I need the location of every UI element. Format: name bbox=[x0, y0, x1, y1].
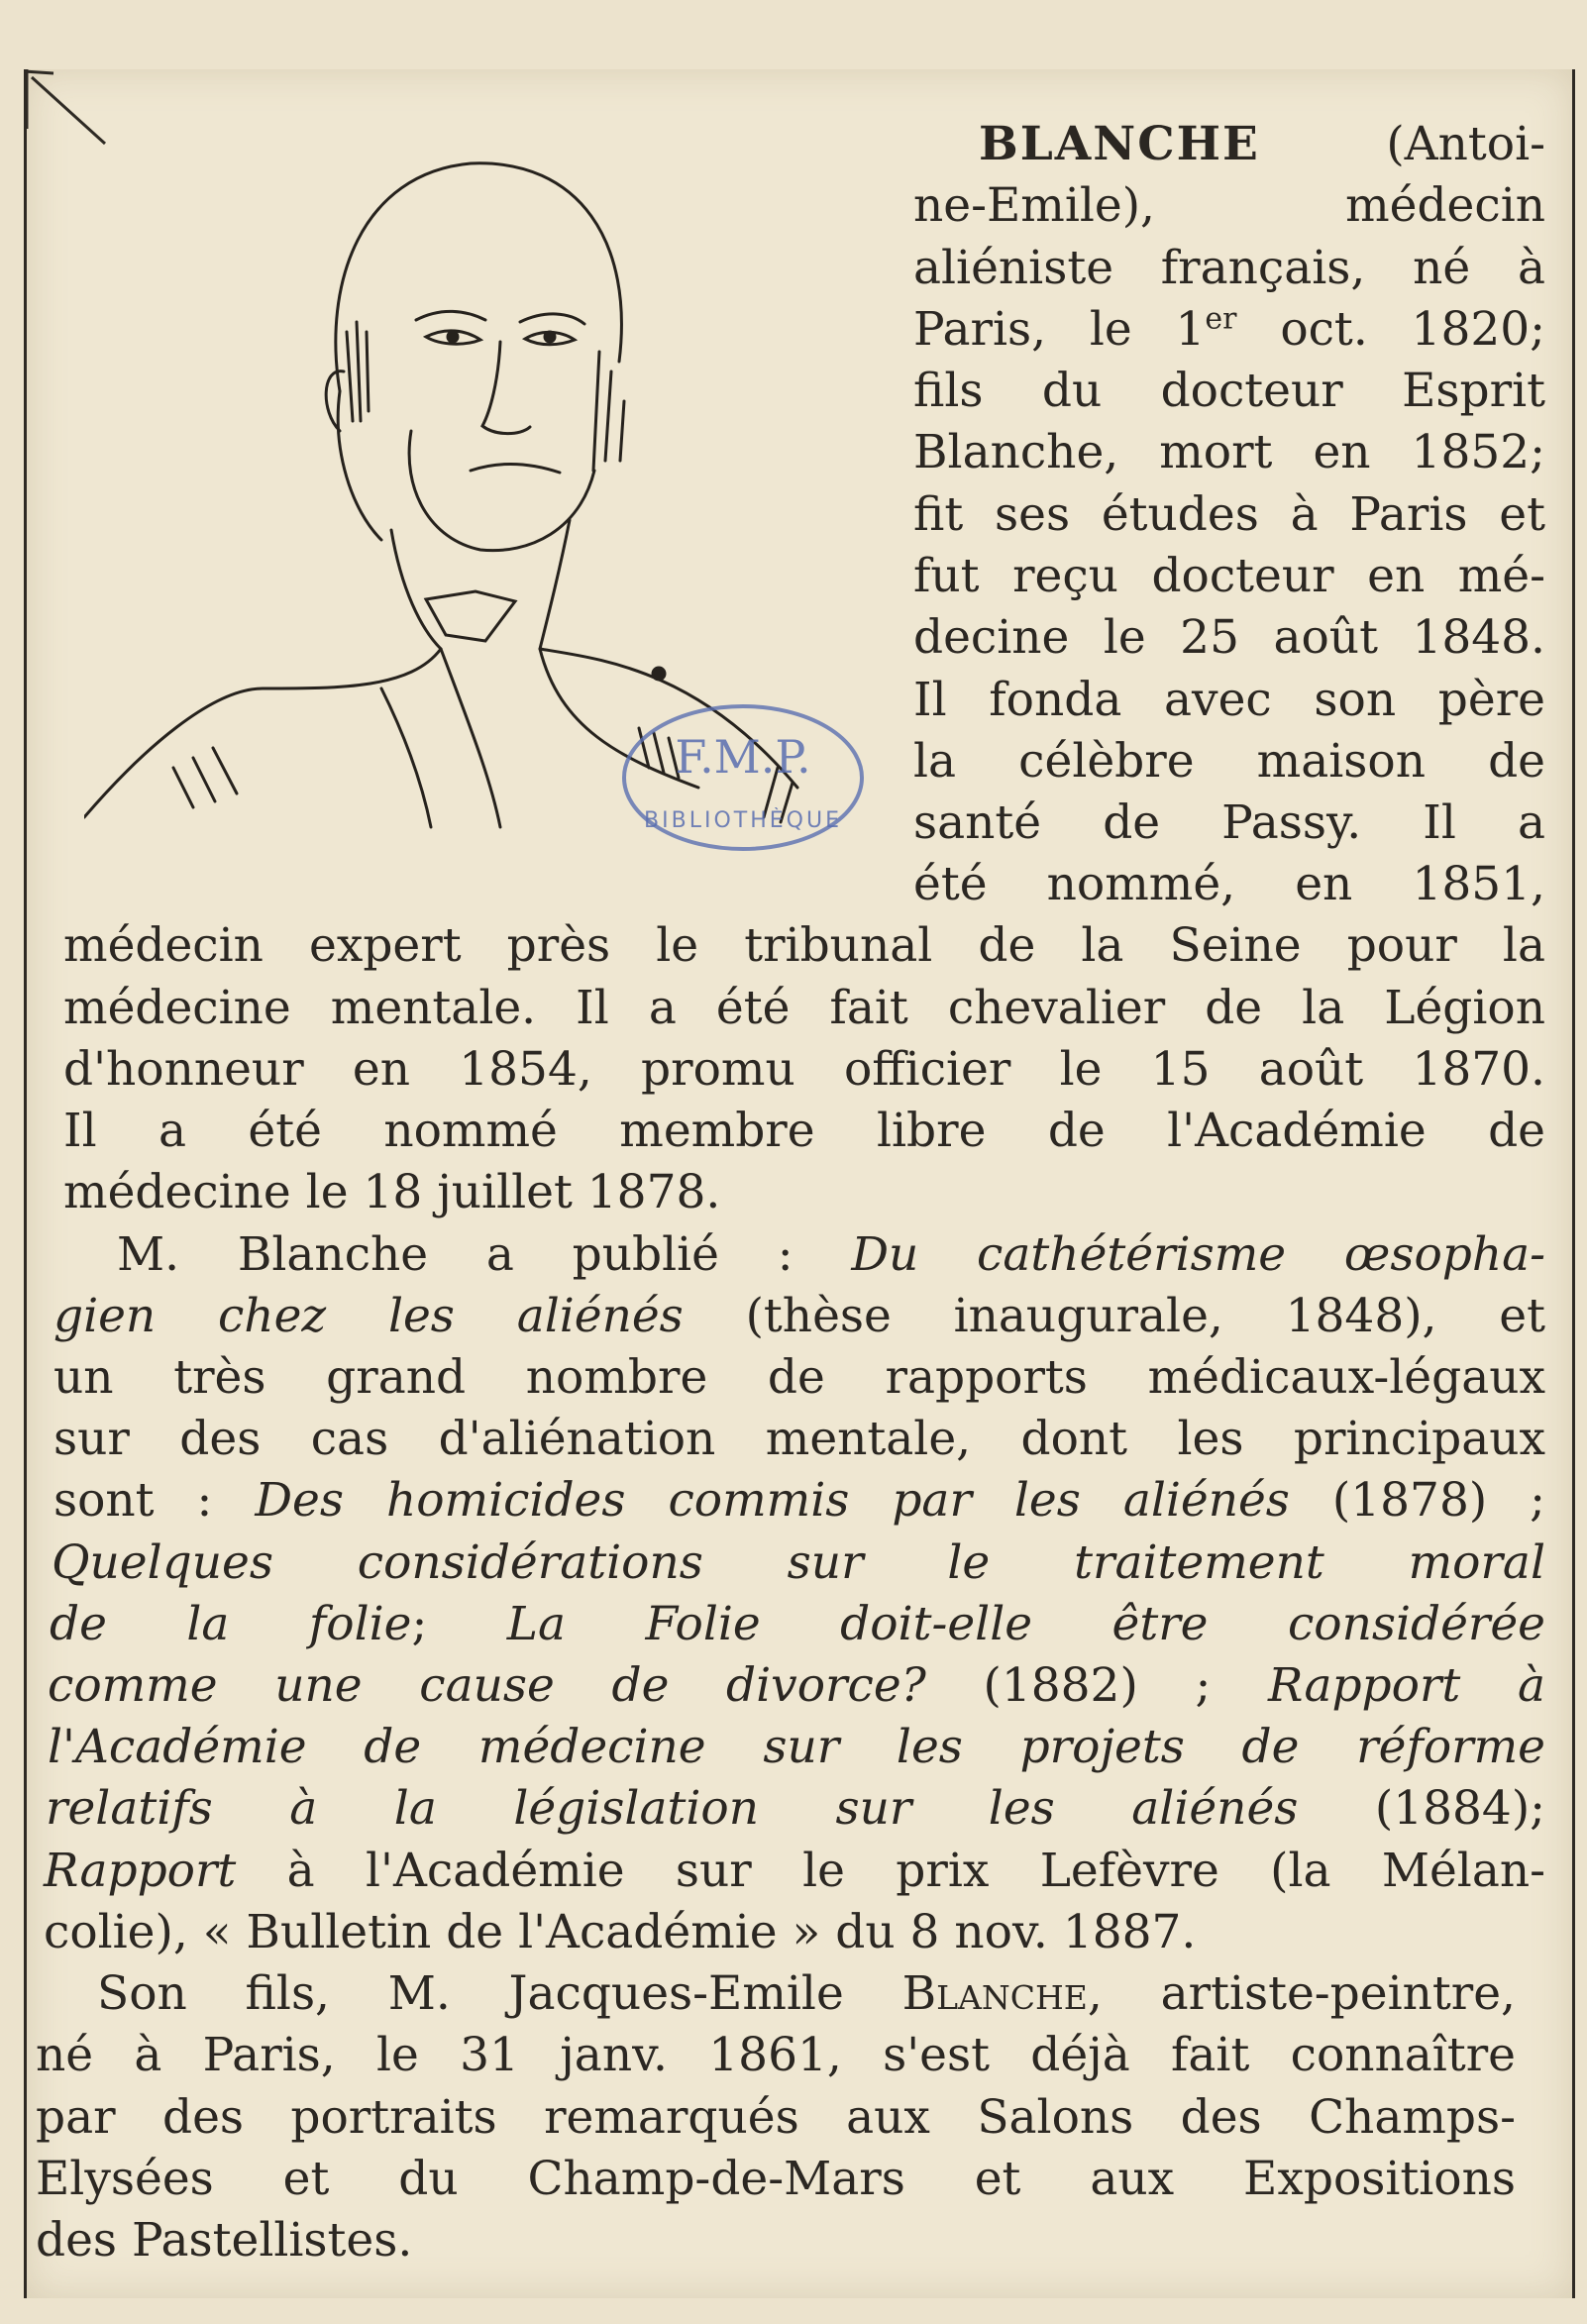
text-run: santé de Passy. Il a bbox=[913, 795, 1545, 850]
text-line bbox=[913, 546, 1545, 607]
text-line bbox=[913, 854, 1545, 915]
text-run: médecine mentale. Il a été fait chevalier de la Légion bbox=[63, 981, 1545, 1035]
text-run: (1882) ; bbox=[925, 1658, 1268, 1713]
text-run: Paris, le 1 bbox=[913, 302, 1206, 357]
text-run: l'Académie de médecine sur les projets de réforme bbox=[48, 1720, 1545, 1774]
text-run: BLANCHE bbox=[979, 117, 1260, 171]
text-line bbox=[63, 1039, 1545, 1101]
text-line bbox=[44, 1902, 1545, 1963]
text-run: Rapport bbox=[44, 1844, 237, 1898]
text-line bbox=[979, 114, 1545, 175]
text-line bbox=[913, 299, 1545, 361]
text-line bbox=[36, 2025, 1516, 2086]
text-run: Il fonda avec son père bbox=[913, 673, 1545, 727]
text-line bbox=[53, 1409, 1545, 1470]
text-run: Rapport à bbox=[1267, 1658, 1545, 1713]
text-run: relatifs à la législation sur les aliénés bbox=[46, 1781, 1299, 1836]
text-run: Blanche bbox=[901, 1966, 1088, 2021]
text-run: fils du docteur Esprit bbox=[913, 364, 1545, 418]
text-line bbox=[50, 1594, 1545, 1655]
text-line bbox=[36, 2087, 1516, 2149]
text-line bbox=[63, 915, 1545, 977]
text-line bbox=[46, 1778, 1545, 1840]
text-run: Elysées et du Champ-de-Mars et aux Expositions bbox=[36, 2152, 1516, 2206]
text-run: à l'Académie sur le prix Lefèvre (la Mélan- bbox=[236, 1844, 1545, 1898]
text-run: , artiste-peintre, bbox=[1087, 1966, 1516, 2021]
text-line bbox=[913, 175, 1545, 237]
text-line bbox=[913, 792, 1545, 854]
text-run: sont : bbox=[53, 1473, 256, 1528]
text-run: Son fils, M. Jacques-Emile bbox=[97, 1966, 902, 2021]
text-line bbox=[97, 1963, 1516, 2025]
text-line bbox=[913, 731, 1545, 792]
text-run: oct. 1820; bbox=[1236, 302, 1545, 357]
text-line bbox=[53, 1286, 1545, 1347]
text-line bbox=[53, 1347, 1545, 1409]
text-run: aliéniste français, né à bbox=[913, 241, 1545, 295]
text-run: (1884); bbox=[1298, 1781, 1546, 1836]
text-line bbox=[913, 361, 1545, 422]
text-line bbox=[913, 670, 1545, 731]
text-line bbox=[913, 238, 1545, 299]
text-run: gien chez les aliénés bbox=[53, 1289, 684, 1343]
text-line bbox=[117, 1224, 1545, 1286]
text-run: comme une cause de divorce? bbox=[48, 1658, 926, 1713]
text-line bbox=[63, 978, 1545, 1039]
text-run: été nommé, en 1851, bbox=[913, 857, 1545, 911]
text-run: de la folie bbox=[50, 1597, 412, 1651]
text-run: Blanche, mort en 1852; bbox=[913, 425, 1545, 479]
text-run: colie), « Bulletin de l'Académie » du 8 nov. 1887. bbox=[44, 1905, 1197, 1959]
text-run: fut reçu docteur en mé- bbox=[913, 549, 1545, 603]
text-line bbox=[913, 484, 1545, 546]
text-run: Du cathétérisme œsopha- bbox=[851, 1227, 1545, 1282]
text-run: par des portraits remarqués aux Salons des Champs- bbox=[36, 2090, 1516, 2145]
text-line bbox=[36, 2210, 1516, 2271]
text-run: ne-Emile), médecin bbox=[913, 178, 1545, 233]
stamp-word: BIBLIOTHÈQUE bbox=[644, 808, 842, 833]
text-run: la célèbre maison de bbox=[913, 734, 1545, 789]
library-stamp bbox=[609, 679, 877, 877]
text-run: (Antoi- bbox=[1259, 117, 1545, 171]
text-run: d'honneur en 1854, promu officier le 15 août 1870. bbox=[63, 1042, 1545, 1097]
text-line bbox=[63, 1162, 1545, 1223]
text-line bbox=[48, 1717, 1545, 1778]
text-line bbox=[44, 1841, 1545, 1902]
text-run: Quelques considérations sur le traitement moral bbox=[52, 1535, 1545, 1590]
text-line bbox=[913, 422, 1545, 483]
text-run: né à Paris, le 31 janv. 1861, s'est déjà fait connaître bbox=[36, 2028, 1516, 2082]
stamp-initials: F.M.P. bbox=[675, 730, 811, 784]
text-run: médecin expert près le tribunal de la Seine pour la bbox=[63, 918, 1545, 973]
text-run: er bbox=[1205, 301, 1237, 337]
text-run: fit ses études à Paris et bbox=[913, 487, 1545, 542]
text-run: (thèse inaugurale, 1848), et bbox=[683, 1289, 1545, 1343]
text-line bbox=[913, 607, 1545, 669]
text-run: La Folie doit-elle être considérée bbox=[506, 1597, 1545, 1651]
text-run: ; bbox=[411, 1597, 507, 1651]
text-run: M. Blanche a publié : bbox=[117, 1227, 852, 1282]
text-line bbox=[52, 1532, 1545, 1594]
text-run: Il a été nommé membre libre de l'Académie de bbox=[63, 1104, 1545, 1158]
text-run: un très grand nombre de rapports médicaux-légaux bbox=[53, 1350, 1545, 1405]
text-run: sur des cas d'aliénation mentale, dont les principaux bbox=[53, 1412, 1545, 1466]
text-line bbox=[36, 2149, 1516, 2210]
text-line bbox=[48, 1655, 1545, 1717]
text-run: des Pastellistes. bbox=[36, 2213, 413, 2268]
text-line bbox=[53, 1470, 1545, 1532]
text-run: decine le 25 août 1848. bbox=[913, 610, 1545, 665]
text-run: Des homicides commis par les aliénés bbox=[255, 1473, 1290, 1528]
text-run: (1878) ; bbox=[1289, 1473, 1546, 1528]
text-run: médecine le 18 juillet 1878. bbox=[63, 1165, 721, 1219]
text-line bbox=[63, 1101, 1545, 1162]
